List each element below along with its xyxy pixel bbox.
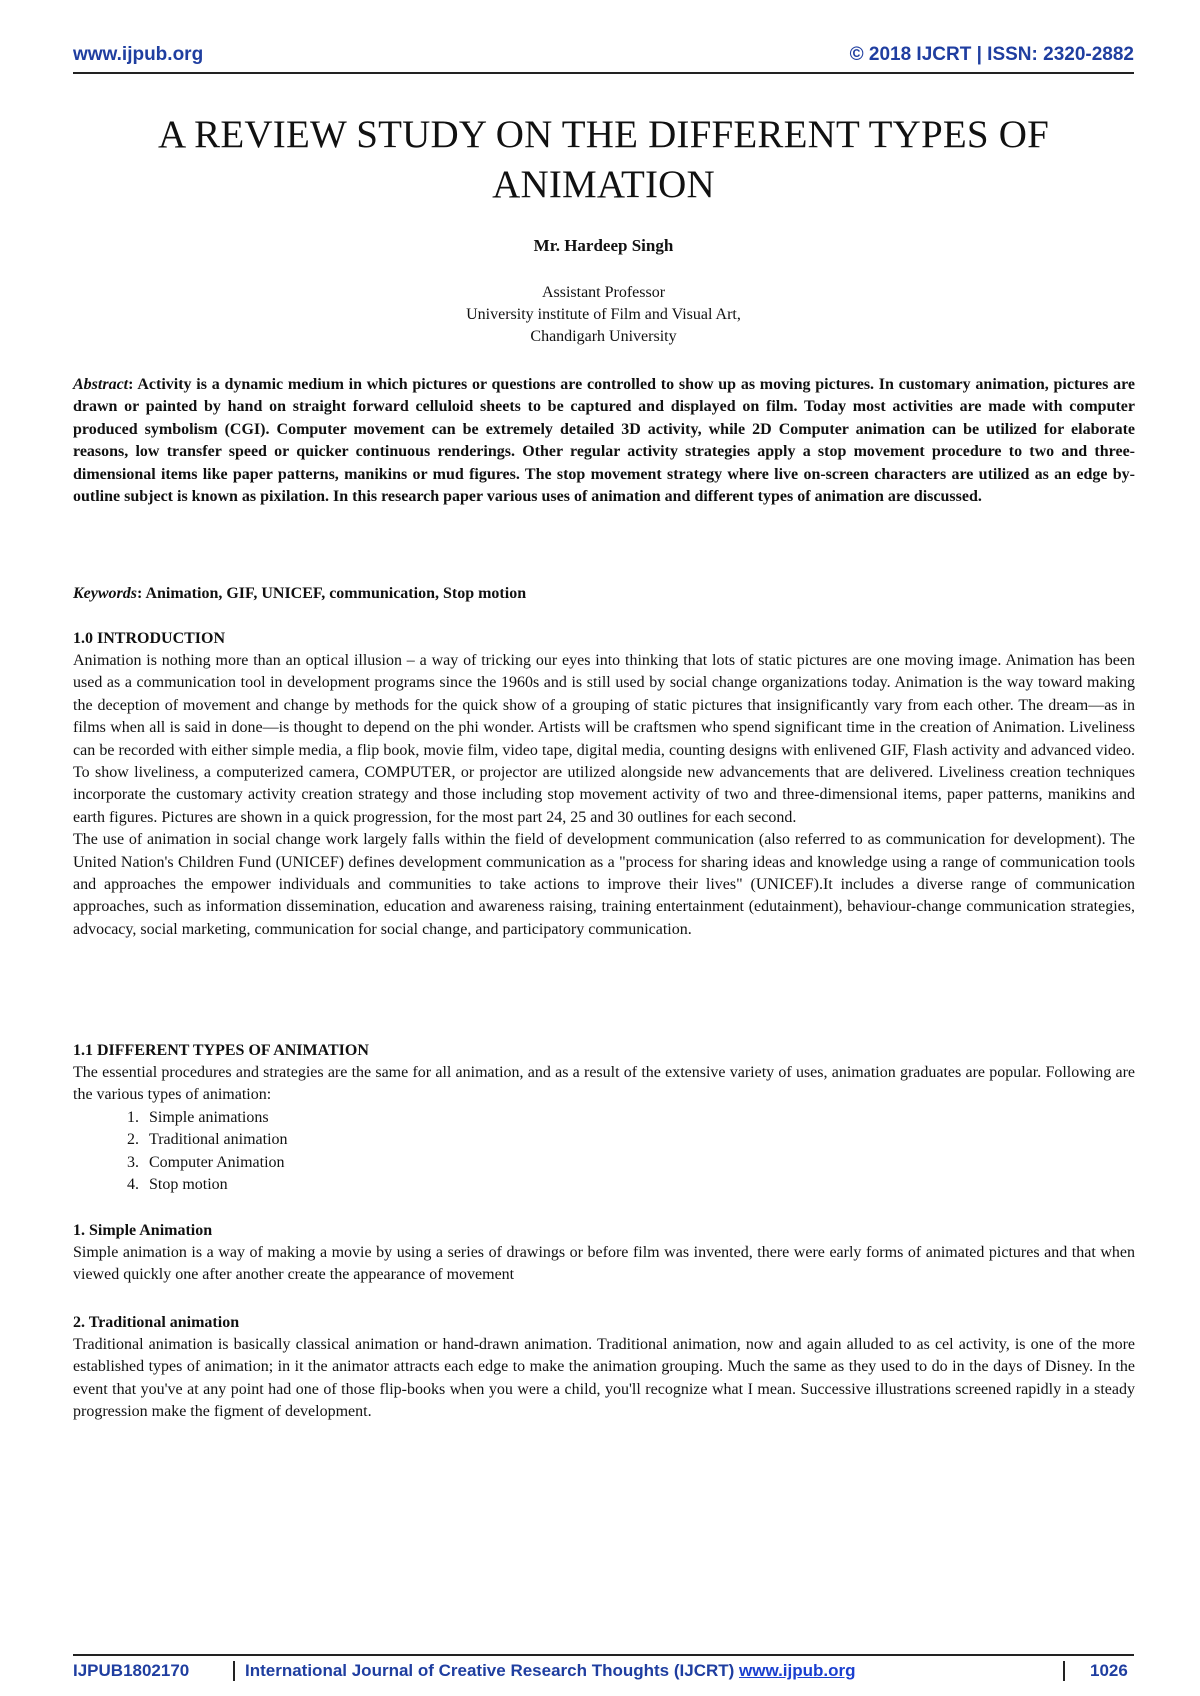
keywords-label: Keywords — [73, 585, 137, 602]
list-item: 3. Computer Animation — [143, 1152, 1135, 1174]
section-traditional-animation — [73, 1312, 1135, 1424]
footer-paper-id: IJPUB1802170 — [73, 1661, 190, 1680]
section-types — [73, 1040, 1135, 1196]
section-heading: 1.0 INTRODUCTION — [73, 630, 226, 647]
keywords: Keywords: Animation, GIF, UNICEF, communication, Stop motion — [73, 585, 527, 602]
section-simple-animation — [73, 1220, 1135, 1287]
header-site-link[interactable]: www.ijpub.org — [73, 44, 204, 65]
section-heading: 1.1 DIFFERENT TYPES OF ANIMATION — [73, 1042, 369, 1059]
section-heading: 1. Simple Animation — [73, 1222, 213, 1239]
page-footer — [73, 1654, 1134, 1684]
page-header — [73, 44, 1134, 74]
paragraph: Simple animation is a way of making a movie by using a series of drawings or before film was invented, there were early forms of animated pictures and that when viewed quickly one after another create the appearance of movement — [73, 1244, 1135, 1284]
list-item: 2. Traditional animation — [143, 1129, 1135, 1151]
paragraph: The use of animation in social change work largely falls within the field of development communication (also referred to as communication for development). The United Nation's Children Fund (UNICEF) defines development communication as a "process for sharing ideas and knowledge using a range of communication tools and approaches the empower individuals and communities to take actions to improve their lives" (UNICEF).It includes a diverse range of communication approaches, such as information dissemination, education and awareness raising, training entertainment (edutainment), behaviour-change communication strategies, advocacy, social marketing, communication for social change, and participatory communication. — [73, 831, 1135, 938]
list-item: 4. Stop motion — [143, 1174, 1135, 1196]
header-issn: © 2018 IJCRT | ISSN: 2320-2882 — [849, 44, 1134, 65]
title-line-1: A REVIEW STUDY ON THE DIFFERENT TYPES OF — [158, 113, 1049, 156]
footer-link[interactable]: www.ijpub.org — [739, 1661, 856, 1680]
abstract-text: Activity is a dynamic medium in which pictures or questions are controlled to show up as moving pictures. In customary animation, pictures are drawn or painted by hand on straight forward celluloid sheets to be captured and displayed on film. Today most activities are made with computer produced symbolism (CGI). Computer movement can be extremely detailed 3D activity, while 2D Computer animation can be utilized for elaborate reasons, low transfer speed or quicker continuous renderings. Other regular activity strategies apply a stop movement procedure to two and three-dimensional items like paper patterns, manikins or mud figures. The stop movement strategy where live on-screen characters are utilized as an edge by-outline subject is known as pixilation. In this research paper various uses of animation and different types of animation are discussed. — [73, 376, 1135, 506]
footer-journal — [233, 1661, 856, 1681]
paragraph: The essential procedures and strategies are the same for all animation, and as a result of the extensive variety of uses, animation graduates are popular. Following are the various types of animation: — [73, 1064, 1135, 1104]
abstract-label: Abstract — [73, 376, 129, 393]
paragraph: Traditional animation is basically classical animation or hand-drawn animation. Traditional animation, now and again alluded to as cel activity, is one of the more established types of animation; in it the animator attracts each edge to make the animation grouping. Much the same as they used to do in the days of Disney. In the event that you've at any point had one of those flip-books when you were a child, you'll recognize what I mean. Successive illustrations screened rapidly in a steady progression make the figment of development. — [73, 1336, 1135, 1421]
section-introduction — [73, 628, 1135, 941]
types-list — [73, 1107, 1135, 1197]
affiliation-line: University institute of Film and Visual Art, — [466, 306, 741, 323]
section-heading: 2. Traditional animation — [73, 1314, 240, 1331]
keywords-text: Animation, GIF, UNICEF, communication, Stop motion — [145, 585, 527, 602]
affiliation-line: Assistant Professor — [541, 284, 666, 301]
footer-journal-name: International Journal of Creative Research Thoughts (IJCRT) — [245, 1661, 735, 1680]
affiliation-line: Chandigarh University — [530, 328, 677, 345]
footer-page-number: 1026 — [1063, 1661, 1128, 1681]
paper-title — [73, 110, 1134, 210]
paragraph: Animation is nothing more than an optical illusion – a way of tricking our eyes into thinking that lots of static pictures are one moving image. Animation has been used as a communication tool in development programs since the 1960s and is still used by social change organizations today. Animation is the way toward making the deception of movement and change by methods for the quick show of a grouping of static pictures that insignificantly vary from each other. The dream—as in films when all is said in done—is thought to depend on the phi wonder. Artists will be craftsmen who spend significant time in the creation of Animation. Liveliness can be recorded with either simple media, a flip book, movie film, video tape, digital media, counting designs with enlivened GIF, Flash activity and advanced video. To show liveliness, a computerized camera, COMPUTER, or projector are utilized alongside new advancements that are delivered. Liveliness creation techniques incorporate the customary activity creation strategy and those including stop movement activity of two and three-dimensional items, paper patterns, manikins and earth figures. Pictures are shown in a quick progression, for the most part 24, 25 and 30 outlines for each second. — [73, 652, 1135, 826]
list-item: 1. Simple animations — [143, 1107, 1135, 1129]
author-affiliation — [73, 282, 1134, 348]
title-line-2: ANIMATION — [492, 163, 715, 206]
author-name: Mr. Hardeep Singh — [533, 236, 674, 255]
abstract: Abstract: Activity is a dynamic medium in which pictures or questions are controlled to show up as moving pictures. In customary animation, pictures are drawn or painted by hand on straight forward celluloid sheets to be captured and displayed on film. Today most activities are made with computer produced symbolism (CGI). Computer movement can be extremely detailed 3D activity, while 2D Computer animation can be utilized for elaborate reasons, low transfer speed or quicker continuous renderings. Other regular activity strategies apply a stop movement procedure to two and three-dimensional items like paper patterns, manikins or mud figures. The stop movement strategy where live on-screen characters are utilized as an edge by-outline subject is known as pixilation. In this research paper various uses of animation and different types of animation are discussed. — [73, 376, 1135, 506]
